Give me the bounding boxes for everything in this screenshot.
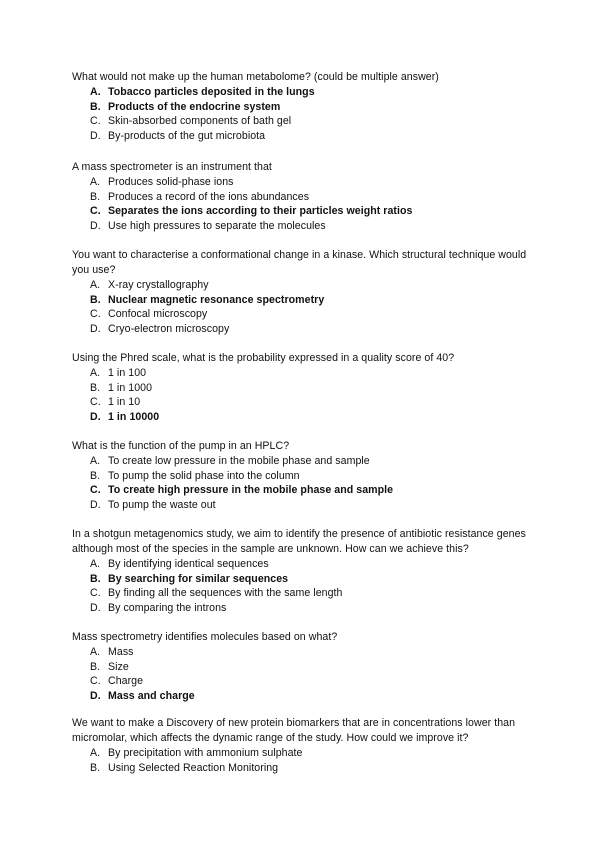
- option-letter: D.: [90, 220, 101, 233]
- question-4: [72, 351, 532, 425]
- option-text: By finding all the sequences with the same length: [108, 587, 343, 600]
- question-text: What is the function of the pump in an HPLC?: [72, 440, 290, 452]
- option-letter: D.: [90, 130, 101, 143]
- option-letter: A.: [90, 176, 101, 188]
- answer-option: [72, 278, 532, 293]
- answer-option: [72, 746, 532, 761]
- option-text: By identifying identical sequences: [108, 558, 269, 570]
- option-letter: A.: [90, 646, 101, 658]
- option-text: Charge: [108, 675, 144, 688]
- answer-list: [72, 557, 532, 616]
- option-letter: A.: [90, 455, 101, 467]
- option-text: Using Selected Reaction Monitoring: [108, 761, 279, 774]
- option-text: To create high pressure in the mobile phase and sample: [108, 484, 394, 497]
- option-text: 1 in 100: [108, 367, 147, 379]
- question-8: [72, 716, 532, 775]
- answer-option: [72, 557, 532, 572]
- answer-list: [72, 366, 532, 425]
- option-letter: A.: [90, 747, 101, 759]
- answer-option: [72, 381, 532, 396]
- option-letter: B.: [90, 469, 101, 482]
- option-text: Size: [108, 660, 129, 673]
- option-text: 1 in 10: [108, 396, 141, 409]
- answer-option: [72, 322, 532, 337]
- question-text: Using the Phred scale, what is the probability expressed in a quality score of 40?: [72, 352, 455, 364]
- answer-option: [72, 674, 532, 689]
- option-text: Produces a record of the ions abundances: [108, 190, 310, 203]
- option-text: Use high pressures to separate the molecules: [108, 220, 326, 233]
- option-text: X-ray crystallography: [108, 279, 209, 291]
- option-text: Tobacco particles deposited in the lungs: [108, 86, 315, 98]
- answer-option: [72, 410, 532, 425]
- option-letter: D.: [90, 499, 101, 512]
- answer-option: [72, 190, 532, 205]
- answer-list: [72, 645, 532, 704]
- question-7: [72, 630, 532, 704]
- answer-option: [72, 114, 532, 129]
- option-letter: C.: [90, 675, 101, 688]
- option-text: By searching for similar sequences: [108, 572, 289, 585]
- answer-option: [72, 454, 532, 469]
- option-letter: B.: [90, 190, 101, 203]
- option-text: Mass and charge: [108, 690, 195, 703]
- question-5: [72, 439, 532, 513]
- option-letter: A.: [90, 279, 101, 291]
- option-letter: B.: [90, 761, 101, 774]
- question-text: Mass spectrometry identifies molecules based on what?: [72, 631, 338, 643]
- option-letter: C.: [90, 205, 101, 218]
- question-3: [72, 248, 532, 337]
- answer-option: [72, 483, 532, 498]
- option-letter: D.: [90, 602, 101, 615]
- option-letter: B.: [90, 293, 101, 306]
- option-text: By comparing the introns: [108, 602, 227, 615]
- answer-option: [72, 129, 532, 144]
- option-text: Produces solid-phase ions: [108, 176, 234, 188]
- answer-list: [72, 85, 532, 144]
- option-text: 1 in 10000: [108, 411, 160, 424]
- answer-list: [72, 175, 532, 234]
- answer-option: [72, 366, 532, 381]
- answer-option: [72, 601, 532, 616]
- question-text: You want to characterise a conformational change in a kinase. Which structural technique would you use?: [72, 249, 527, 276]
- option-text: To pump the solid phase into the column: [108, 469, 300, 482]
- question-6: [72, 527, 532, 616]
- answer-option: [72, 293, 532, 308]
- option-letter: B.: [90, 100, 101, 113]
- option-letter: D.: [90, 690, 101, 703]
- option-letter: C.: [90, 308, 101, 321]
- option-letter: C.: [90, 396, 101, 409]
- option-letter: C.: [90, 587, 101, 600]
- option-letter: B.: [90, 572, 101, 585]
- answer-option: [72, 660, 532, 675]
- question-text: What would not make up the human metabolome? (could be multiple answer): [72, 71, 439, 83]
- answer-option: [72, 307, 532, 322]
- question-1: [72, 70, 532, 144]
- answer-list: [72, 454, 532, 513]
- option-text: By-products of the gut microbiota: [108, 130, 266, 143]
- answer-option: [72, 85, 532, 100]
- option-letter: B.: [90, 660, 101, 673]
- option-letter: A.: [90, 558, 101, 570]
- option-text: Mass: [108, 646, 134, 658]
- option-text: 1 in 1000: [108, 381, 153, 394]
- option-letter: C.: [90, 484, 101, 497]
- option-text: By precipitation with ammonium sulphate: [108, 747, 303, 759]
- answer-option: [72, 498, 532, 513]
- answer-option: [72, 175, 532, 190]
- option-text: To create low pressure in the mobile phase and sample: [108, 455, 370, 467]
- option-text: Confocal microscopy: [108, 308, 208, 321]
- question-text: In a shotgun metagenomics study, we aim to identify the presence of antibiotic resistance genes although most of the species in the sample are unknown. How can we achieve this?: [72, 528, 526, 555]
- answer-option: [72, 395, 532, 410]
- answer-option: [72, 586, 532, 601]
- option-text: Cryo-electron microscopy: [108, 323, 230, 336]
- answer-option: [72, 100, 532, 115]
- option-letter: D.: [90, 411, 101, 424]
- answer-option: [72, 689, 532, 704]
- option-text: To pump the waste out: [108, 499, 216, 512]
- option-text: Skin-absorbed components of bath gel: [108, 115, 292, 128]
- option-text: Products of the endocrine system: [108, 100, 281, 113]
- option-text: Separates the ions according to their particles weight ratios: [108, 205, 413, 218]
- option-letter: A.: [90, 86, 101, 98]
- answer-option: [72, 572, 532, 587]
- question-text: We want to make a Discovery of new protein biomarkers that are in concentrations lower than micromolar, which affects the dynamic range of the study. How could we improve it?: [72, 717, 516, 744]
- answer-option: [72, 645, 532, 660]
- option-text: Nuclear magnetic resonance spectrometry: [108, 293, 325, 306]
- answer-option: [72, 469, 532, 484]
- answer-option: [72, 219, 532, 234]
- answer-option: [72, 204, 532, 219]
- answer-list: [72, 278, 532, 337]
- answer-option: [72, 761, 532, 776]
- option-letter: D.: [90, 323, 101, 336]
- question-text: A mass spectrometer is an instrument that: [72, 161, 272, 173]
- question-2: [72, 160, 532, 234]
- option-letter: B.: [90, 381, 101, 394]
- option-letter: C.: [90, 115, 101, 128]
- option-letter: A.: [90, 367, 101, 379]
- answer-list: [72, 746, 532, 775]
